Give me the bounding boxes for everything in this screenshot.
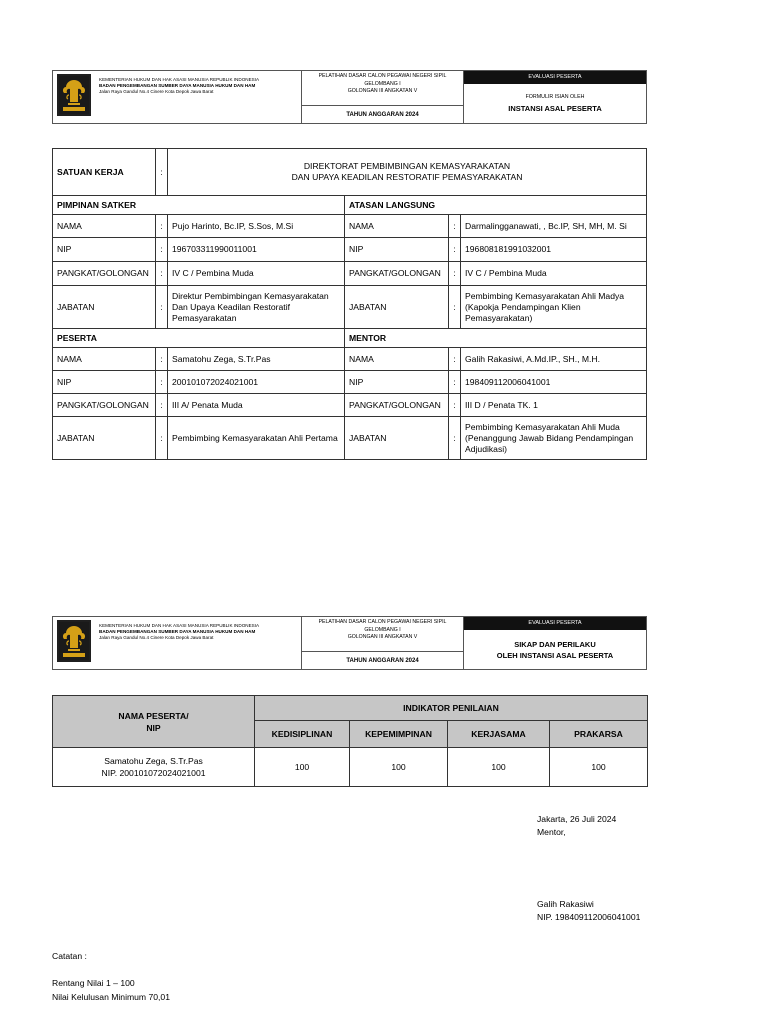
colon: : [156, 417, 168, 460]
table-row [53, 196, 647, 215]
label-jabatan: JABATAN [345, 286, 449, 329]
colon: : [449, 348, 461, 371]
ministry-logo [57, 620, 91, 662]
label-pangkat: PANGKAT/GOLONGAN [345, 394, 449, 417]
label-nip: NIP [53, 371, 156, 394]
training-line-2: GELOMBANG I [364, 80, 401, 87]
org-line-1: KEMENTERIAN HUKUM DAN HAK ASASI MANUSIA REPUBLIK INDONESIA [99, 77, 260, 82]
training-line-3: GOLONGAN III ANGKATAN V [347, 88, 418, 94]
mentor-pangkat: III D / Penata TK. 1 [461, 394, 647, 417]
participant-info-table [52, 148, 647, 460]
participant-nip: NIP. 200101072024021001 [101, 768, 206, 778]
score-kepemimpinan: 100 [350, 748, 448, 787]
colon: : [449, 394, 461, 417]
name-header-line-2: NIP [146, 722, 161, 733]
atasan-nama: Darmalingganawati, , Bc.IP, SH, MH, M. Si [461, 215, 647, 238]
ministry-logo [57, 74, 91, 116]
table-row [53, 696, 648, 721]
col-kedisiplinan: KEDISIPLINAN [255, 721, 350, 748]
form-title-line-1: SIKAP DAN PERILAKU [514, 639, 596, 649]
peserta-jabatan: Pembimbing Kemasyarakatan Ahli Pertama [168, 417, 345, 460]
pengayoman-emblem-icon [59, 622, 89, 660]
satuan-kerja-label: SATUAN KERJA [53, 149, 156, 196]
name-header-line-1: NAMA PESERTA/ [118, 710, 189, 721]
colon: : [156, 262, 168, 286]
label-pangkat: PANGKAT/GOLONGAN [53, 262, 156, 286]
table-row [53, 286, 647, 329]
fiscal-year: TAHUN ANGGARAN 2024 [346, 657, 419, 664]
label-nama: NAMA [53, 348, 156, 371]
score-kerjasama: 100 [448, 748, 550, 787]
peserta-heading: PESERTA [53, 329, 345, 348]
org-line-3: Jalan Raya Gandul No.4 Cinere Kota Depok Jawa Barat [99, 635, 214, 640]
eval-block [464, 71, 646, 123]
atasan-pangkat: IV C / Pembina Muda [461, 262, 647, 286]
colon: : [449, 417, 461, 460]
participant-cell [53, 748, 255, 787]
signature-name: Galih Rakasiwi [537, 899, 594, 909]
training-line-1: PELATIHAN DASAR CALON PEGAWAI NEGERI SIPIL [318, 73, 447, 79]
pimpinan-heading: PIMPINAN SATKER [53, 196, 345, 215]
name-nip-header [53, 696, 255, 748]
label-nama: NAMA [345, 215, 449, 238]
signature-place-date: Jakarta, 26 Juli 2024 [537, 814, 617, 824]
pimpinan-pangkat: IV C / Pembina Muda [168, 262, 345, 286]
org-line-2: BADAN PENGEMBANGAN SUMBER DAYA MANUSIA HUKUM DAN HAM [99, 83, 256, 88]
training-block [302, 71, 464, 123]
form-title-line-2: OLEH INSTANSI ASAL PESERTA [496, 650, 614, 660]
colon: : [156, 149, 168, 196]
table-row [53, 329, 647, 348]
eval-title: EVALUASI PESERTA [464, 617, 646, 630]
score-prakarsa: 100 [550, 748, 648, 787]
satuan-kerja-line-1: DIREKTORAT PEMBIMBINGAN KEMASYARAKATAN [303, 161, 511, 171]
peserta-nip: 200101072024021001 [168, 371, 345, 394]
form-title: INSTANSI ASAL PESERTA [508, 103, 602, 113]
label-nama: NAMA [53, 215, 156, 238]
org-text [99, 620, 259, 641]
pimpinan-nama: Pujo Harinto, Bc.IP, S.Sos, M.Si [168, 215, 345, 238]
notes-line-2: Nilai Kelulusan Minimum 70,01 [52, 992, 170, 1002]
signature-nip: NIP. 198409112006041001 [537, 912, 641, 922]
label-nip: NIP [345, 238, 449, 262]
label-jabatan: JABATAN [53, 286, 156, 329]
mentor-jabatan: Pembimbing Kemasyarakatan Ahli Muda (Penanggung Jawab Bidang Pendampingan Adjudikasi) [461, 417, 647, 460]
table-row [53, 394, 647, 417]
pengayoman-emblem-icon [59, 76, 89, 114]
org-text [99, 74, 259, 95]
participant-name: Samatohu Zega, S.Tr.Pas [104, 756, 203, 766]
eval-title: EVALUASI PESERTA [464, 71, 646, 84]
col-kepemimpinan: KEPEMIMPINAN [350, 721, 448, 748]
pimpinan-nip: 196703311990011001 [168, 238, 345, 262]
colon: : [449, 238, 461, 262]
satuan-kerja-line-2: DAN UPAYA KEADILAN RESTORATIF PEMASYARAKATAN [291, 172, 523, 182]
score-kedisiplinan: 100 [255, 748, 350, 787]
org-line-3: Jalan Raya Gandul No.4 Cinere Kota Depok Jawa Barat [99, 89, 214, 94]
colon: : [449, 262, 461, 286]
table-row [53, 371, 647, 394]
indicator-header: INDIKATOR PENILAIAN [255, 696, 648, 721]
mentor-heading: MENTOR [345, 329, 647, 348]
table-row [53, 417, 647, 460]
table-row [53, 348, 647, 371]
mentor-nip: 198409112006041001 [461, 371, 647, 394]
atasan-nip: 196808181991032001 [461, 238, 647, 262]
satuan-kerja-value [168, 149, 647, 196]
label-nip: NIP [345, 371, 449, 394]
table-row [53, 215, 647, 238]
table-row [53, 238, 647, 262]
col-prakarsa: PRAKARSA [550, 721, 648, 748]
colon: : [156, 215, 168, 238]
peserta-pangkat: III A/ Penata Muda [168, 394, 345, 417]
form-header-2 [52, 616, 647, 670]
peserta-nama: Samatohu Zega, S.Tr.Pas [168, 348, 345, 371]
colon: : [449, 371, 461, 394]
pimpinan-jabatan: Direktur Pembimbingan Kemasyarakatan Dan Upaya Keadilan Restoratif Pemasyarakatan [168, 286, 345, 329]
eval-block [464, 617, 646, 669]
org-line-2: BADAN PENGEMBANGAN SUMBER DAYA MANUSIA HUKUM DAN HAM [99, 629, 256, 634]
col-kerjasama: KERJASAMA [448, 721, 550, 748]
label-pangkat: PANGKAT/GOLONGAN [53, 394, 156, 417]
training-block [302, 617, 464, 669]
org-line-1: KEMENTERIAN HUKUM DAN HAK ASASI MANUSIA REPUBLIK INDONESIA [99, 623, 260, 628]
table-row [53, 262, 647, 286]
training-line-2: GELOMBANG I [364, 626, 401, 633]
signature-role: Mentor, [537, 827, 566, 837]
fiscal-year: TAHUN ANGGARAN 2024 [346, 111, 419, 118]
colon: : [449, 215, 461, 238]
colon: : [449, 286, 461, 329]
score-table [52, 695, 648, 787]
training-line-1: PELATIHAN DASAR CALON PEGAWAI NEGERI SIPIL [318, 619, 447, 625]
label-jabatan: JABATAN [345, 417, 449, 460]
notes-title: Catatan : [52, 951, 87, 961]
org-block [53, 71, 302, 123]
colon: : [156, 371, 168, 394]
colon: : [156, 394, 168, 417]
form-label: FORMULIR ISIAN OLEH [525, 93, 585, 100]
label-pangkat: PANGKAT/GOLONGAN [345, 262, 449, 286]
org-block [53, 617, 302, 669]
notes-line-1: Rentang Nilai 1 – 100 [52, 978, 135, 988]
atasan-heading: ATASAN LANGSUNG [345, 196, 647, 215]
colon: : [156, 286, 168, 329]
form-header-1 [52, 70, 647, 124]
label-nip: NIP [53, 238, 156, 262]
atasan-jabatan: Pembimbing Kemasyarakatan Ahli Madya (Kapokja Pendampingan Klien Pemasyarakatan) [461, 286, 647, 329]
colon: : [156, 348, 168, 371]
table-row [53, 149, 647, 196]
colon: : [156, 238, 168, 262]
label-nama: NAMA [345, 348, 449, 371]
table-row [53, 748, 648, 787]
mentor-nama: Galih Rakasiwi, A.Md.IP., SH., M.H. [461, 348, 647, 371]
training-line-3: GOLONGAN III ANGKATAN V [347, 634, 418, 640]
label-jabatan: JABATAN [53, 417, 156, 460]
